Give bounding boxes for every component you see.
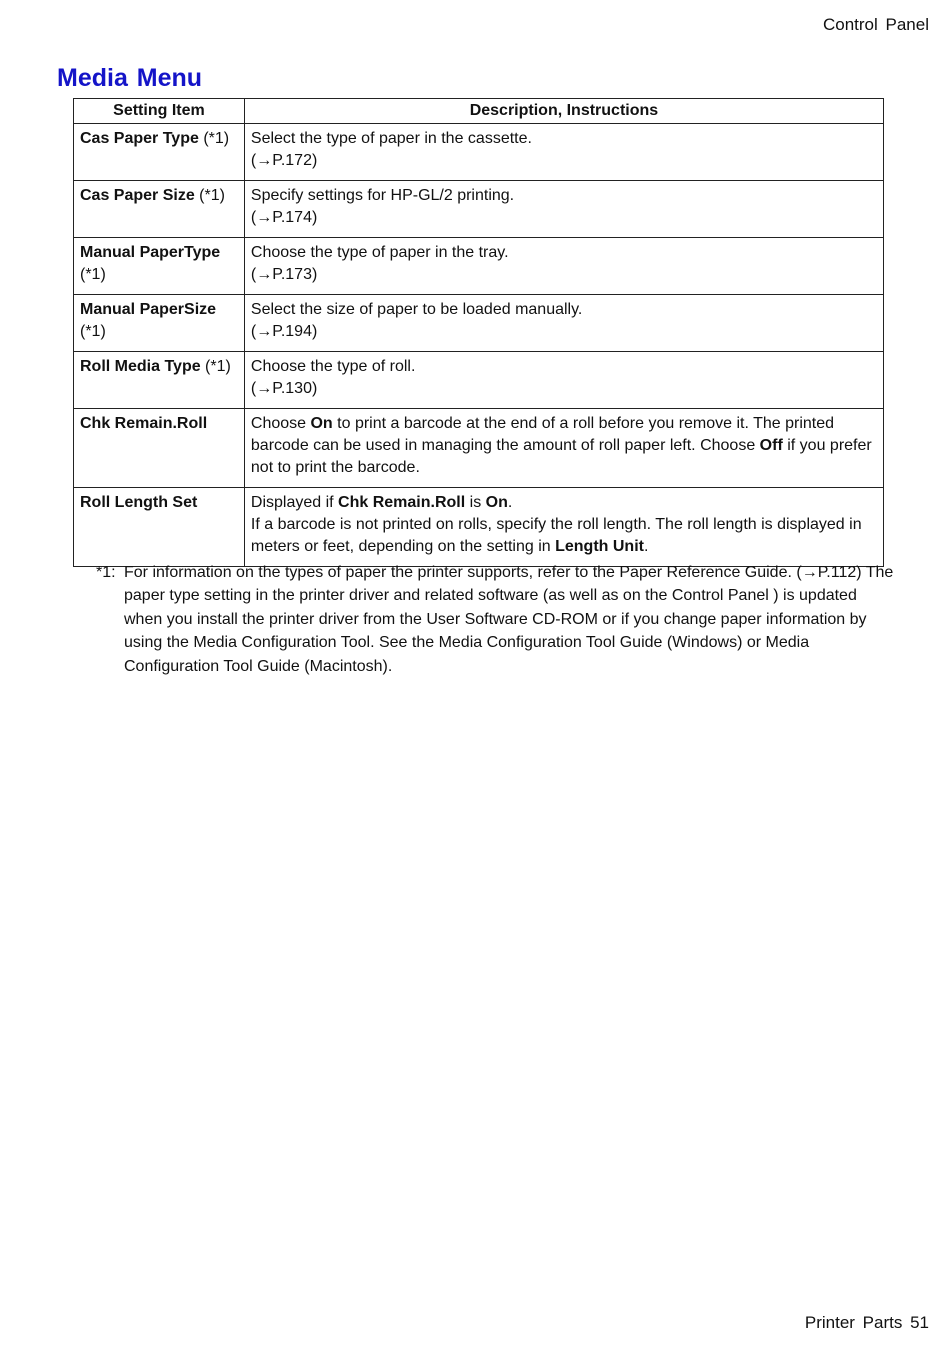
table-row xyxy=(74,352,884,409)
setting-item-note: (*1) xyxy=(198,130,230,147)
setting-item-cell xyxy=(74,488,245,567)
page-reference: (→P.194) xyxy=(250,323,318,340)
running-footer xyxy=(805,1313,929,1333)
setting-item-name: Roll Media Type xyxy=(80,358,201,375)
page-reference: (→P.174) xyxy=(250,209,318,226)
setting-item-note: (*1) xyxy=(80,266,106,283)
media-menu-table xyxy=(73,98,884,567)
column-header-setting-item: Setting Item xyxy=(74,99,245,124)
option-off-label: Off xyxy=(759,437,783,454)
description-cell xyxy=(244,488,883,567)
description-text: Displayed if xyxy=(250,494,339,511)
table-header-row xyxy=(74,99,884,124)
setting-item-cell xyxy=(74,181,245,238)
setting-item-cell xyxy=(74,124,245,181)
setting-item-note: (*1) xyxy=(80,323,106,340)
page-reference: (→P.130) xyxy=(250,380,318,397)
header-section-label: Control Panel xyxy=(822,15,929,34)
table-row xyxy=(74,488,884,567)
setting-item-name: Chk Remain.Roll xyxy=(80,415,208,432)
page-reference: (→P.173) xyxy=(250,266,318,283)
description-text: if you prefer not to print the barcode. xyxy=(250,437,872,476)
setting-item-name: Manual PaperSize xyxy=(80,301,217,318)
footnote-marker: *1: xyxy=(96,564,116,581)
page-title: Media Menu xyxy=(57,64,203,92)
description-text: Choose the type of roll. xyxy=(250,358,416,375)
option-on-label: On xyxy=(485,494,508,511)
page-reference: (→P.172) xyxy=(250,152,318,169)
description-cell xyxy=(244,238,883,295)
table-row xyxy=(74,124,884,181)
description-cell xyxy=(244,124,883,181)
description-text: Select the size of paper to be loaded manually. xyxy=(250,301,583,318)
setting-reference-label: Length Unit xyxy=(555,538,644,555)
description-text: . xyxy=(643,538,649,555)
setting-item-name: Cas Paper Size xyxy=(80,187,195,204)
table-row xyxy=(74,181,884,238)
description-text: to print a barcode at the end of a roll before you remove it. The printed barcode can be used in managing the amount of roll paper left. Choose xyxy=(250,415,835,454)
setting-item-cell xyxy=(74,238,245,295)
description-text: Select the type of paper in the cassette. xyxy=(250,130,532,147)
footnote-text: For information on the types of paper the printer supports, refer to the Paper Reference Guide. (→P.112) The paper type setting in the printer driver and related software (as well as on the Control Panel ) is updated when you install the printer driver from the User Software CD-ROM or if you change paper information by using the Media Configuration Tool. See the Media Configuration Tool Guide (Windows) or Media Configuration Tool Guide (Macintosh). xyxy=(124,564,894,675)
footer-section-label: Printer Parts xyxy=(804,1313,903,1332)
description-cell xyxy=(244,409,883,488)
column-header-description: Description, Instructions xyxy=(244,99,883,124)
setting-item-name: Cas Paper Type xyxy=(80,130,199,147)
setting-reference-label: Chk Remain.Roll xyxy=(338,494,466,511)
description-text: Specify settings for HP-GL/2 printing. xyxy=(250,187,515,204)
setting-item-name: Manual PaperType xyxy=(80,244,221,261)
description-text: If a barcode is not printed on rolls, specify the roll length. The roll length is displayed in meters or feet, depending on the setting in xyxy=(250,516,862,555)
setting-item-cell xyxy=(74,352,245,409)
table-row xyxy=(74,295,884,352)
table-row xyxy=(74,238,884,295)
description-text: Choose the type of paper in the tray. xyxy=(250,244,509,261)
setting-item-cell xyxy=(74,295,245,352)
setting-item-note: (*1) xyxy=(200,358,231,375)
setting-item-cell xyxy=(74,409,245,488)
setting-item-note: (*1) xyxy=(194,187,225,204)
page-number: 51 xyxy=(910,1313,929,1332)
description-cell xyxy=(244,352,883,409)
description-line xyxy=(251,492,877,514)
description-text: Choose xyxy=(250,415,311,432)
option-on-label: On xyxy=(310,415,333,432)
running-header xyxy=(823,15,929,35)
setting-item-name: Roll Length Set xyxy=(80,494,198,511)
description-text: . xyxy=(507,494,513,511)
description-line xyxy=(251,514,877,558)
description-cell xyxy=(244,295,883,352)
description-cell xyxy=(244,181,883,238)
table-row xyxy=(74,409,884,488)
description-text: is xyxy=(465,494,486,511)
footnote xyxy=(96,561,896,678)
